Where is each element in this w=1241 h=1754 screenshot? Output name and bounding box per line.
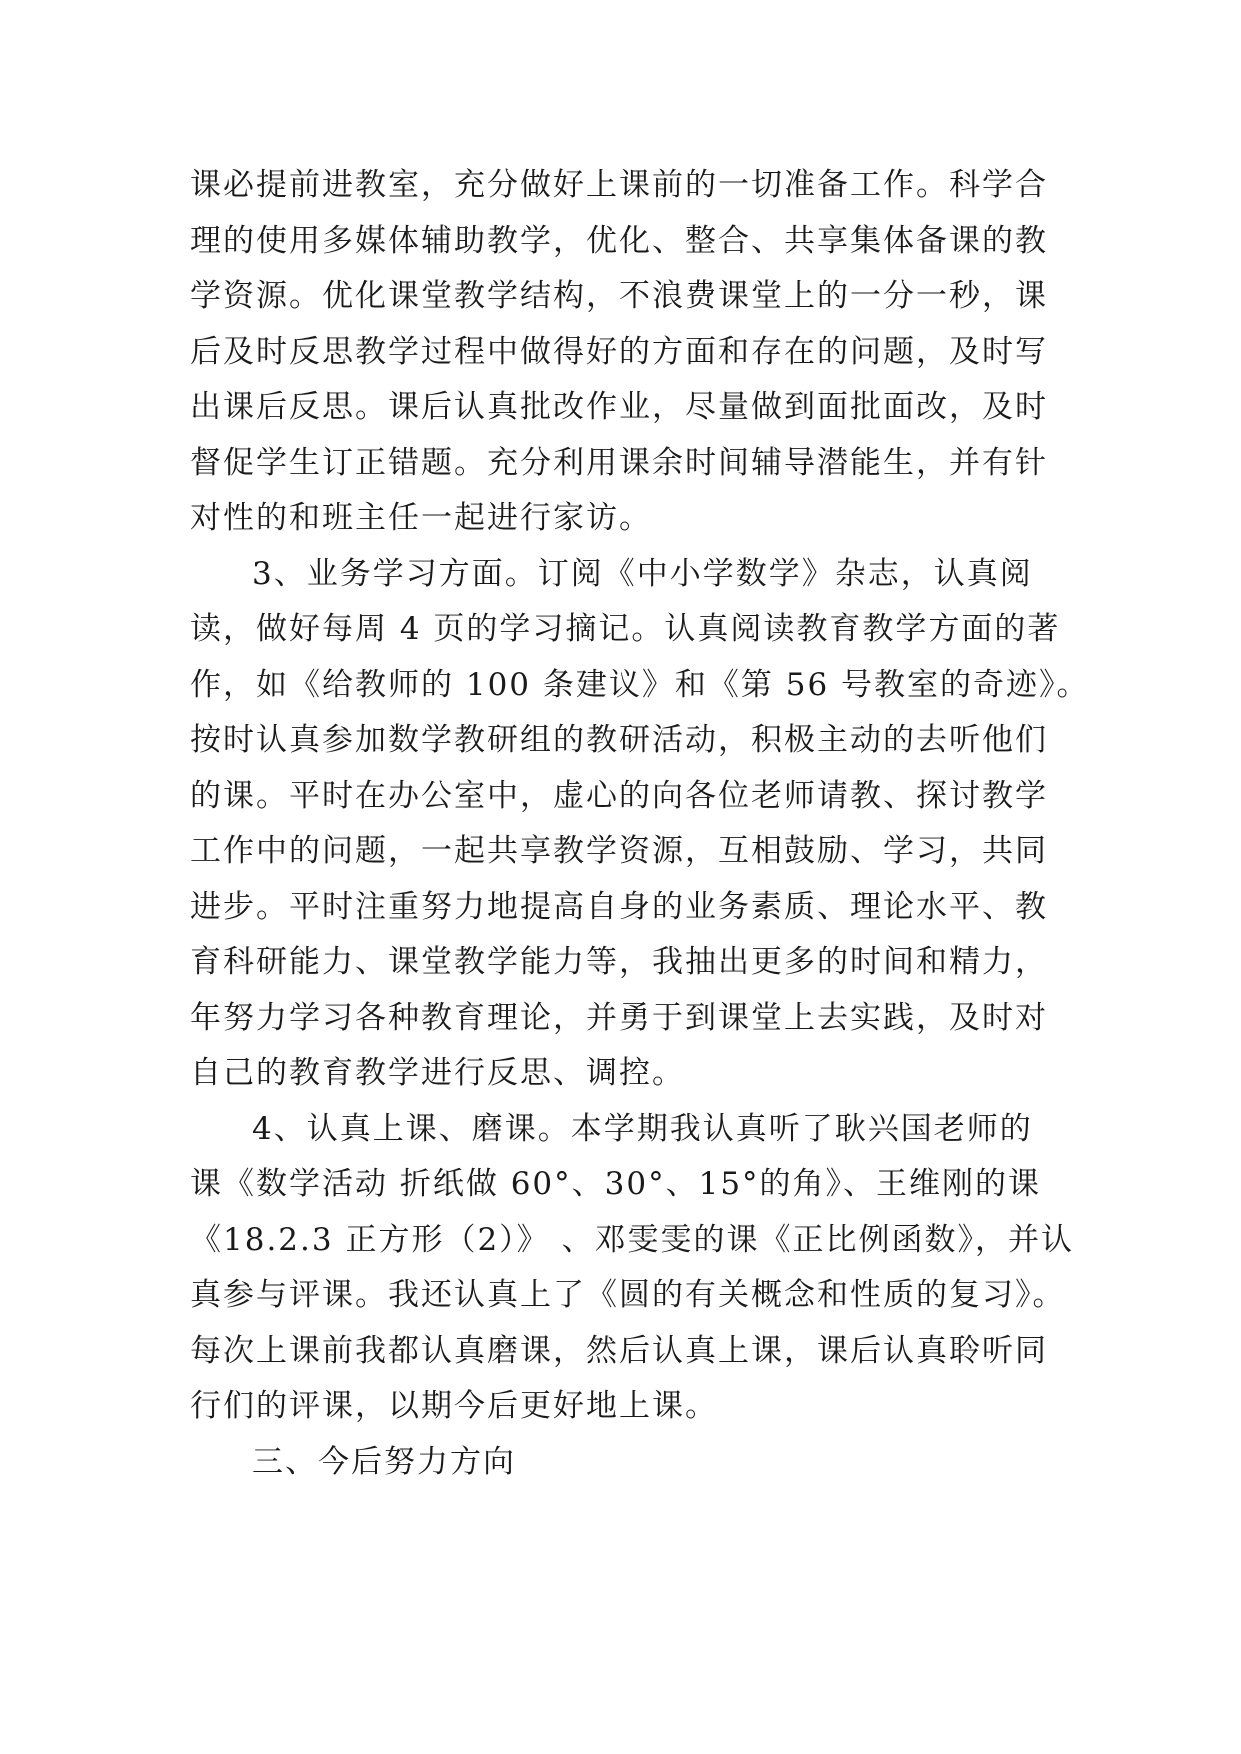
text-line: 课《数学活动 折纸做 60°、30°、15°的角》、王维刚的课 — [190, 1166, 1042, 1202]
text-line: 出课后反思。课后认真批改作业，尽量做到面批面改，及时 — [190, 389, 1048, 425]
text-line: 学资源。优化课堂教学结构，不浪费课堂上的一分一秒，课 — [190, 278, 1048, 314]
text-line: 对性的和班主任一起进行家访。 — [190, 500, 652, 536]
text-line: 进步。平时注重努力地提高自身的业务素质、理论水平、教 — [190, 888, 1048, 925]
text-line: 自己的教育教学进行反思、调控。 — [190, 1055, 685, 1091]
text-line: 读，做好每周 4 页的学习摘记。认真阅读教育教学方面的著 — [190, 611, 1061, 647]
text-line: 理的使用多媒体辅助教学，优化、整合、共享集体备课的教 — [190, 222, 1048, 259]
section-heading: 三、今后努力方向 — [252, 1443, 516, 1480]
text-line: 按时认真参加数学教研组的教研活动，积极主动的去听他们 — [190, 722, 1048, 758]
text-line: 后及时反思教学过程中做得好的方面和存在的问题，及时写 — [190, 333, 1048, 370]
text-line: 年努力学习各种教育理论，并勇于到课堂上去实践，及时对 — [190, 999, 1048, 1036]
text-line: 的课。平时在办公室中，虚心的向各位老师请教、探讨教学 — [190, 777, 1048, 814]
text-line: 课必提前进教室，充分做好上课前的一切准备工作。科学合 — [190, 167, 1048, 203]
paragraph-start-line: 3、业务学习方面。订阅《中小学数学》杂志，认真阅 — [252, 555, 1033, 592]
text-line: 《18.2.3 正方形（2）》 、邓雯雯的课《正比例函数》，并认 — [190, 1221, 1075, 1258]
text-line: 每次上课前我都认真磨课，然后认真上课，课后认真聆听同 — [190, 1332, 1048, 1369]
text-line: 真参与评课。我还认真上了《圆的有关概念和性质的复习》。 — [190, 1277, 1066, 1313]
text-line: 工作中的问题，一起共享教学资源，互相鼓励、学习，共同 — [190, 833, 1048, 869]
text-line: 作，如《给教师的 100 条建议》和《第 56 号教室的奇迹》。 — [190, 666, 1090, 703]
text-line: 督促学生订正错题。充分利用课余时间辅导潜能生，并有针 — [190, 444, 1048, 481]
document-body — [190, 158, 1090, 1490]
paragraph-start-line: 4、认真上课、磨课。本学期我认真听了耿兴国老师的 — [252, 1110, 1033, 1147]
text-line: 育科研能力、课堂教学能力等，我抽出更多的时间和精力， — [190, 944, 1048, 980]
text-line: 行们的评课，以期今后更好地上课。 — [190, 1388, 718, 1424]
